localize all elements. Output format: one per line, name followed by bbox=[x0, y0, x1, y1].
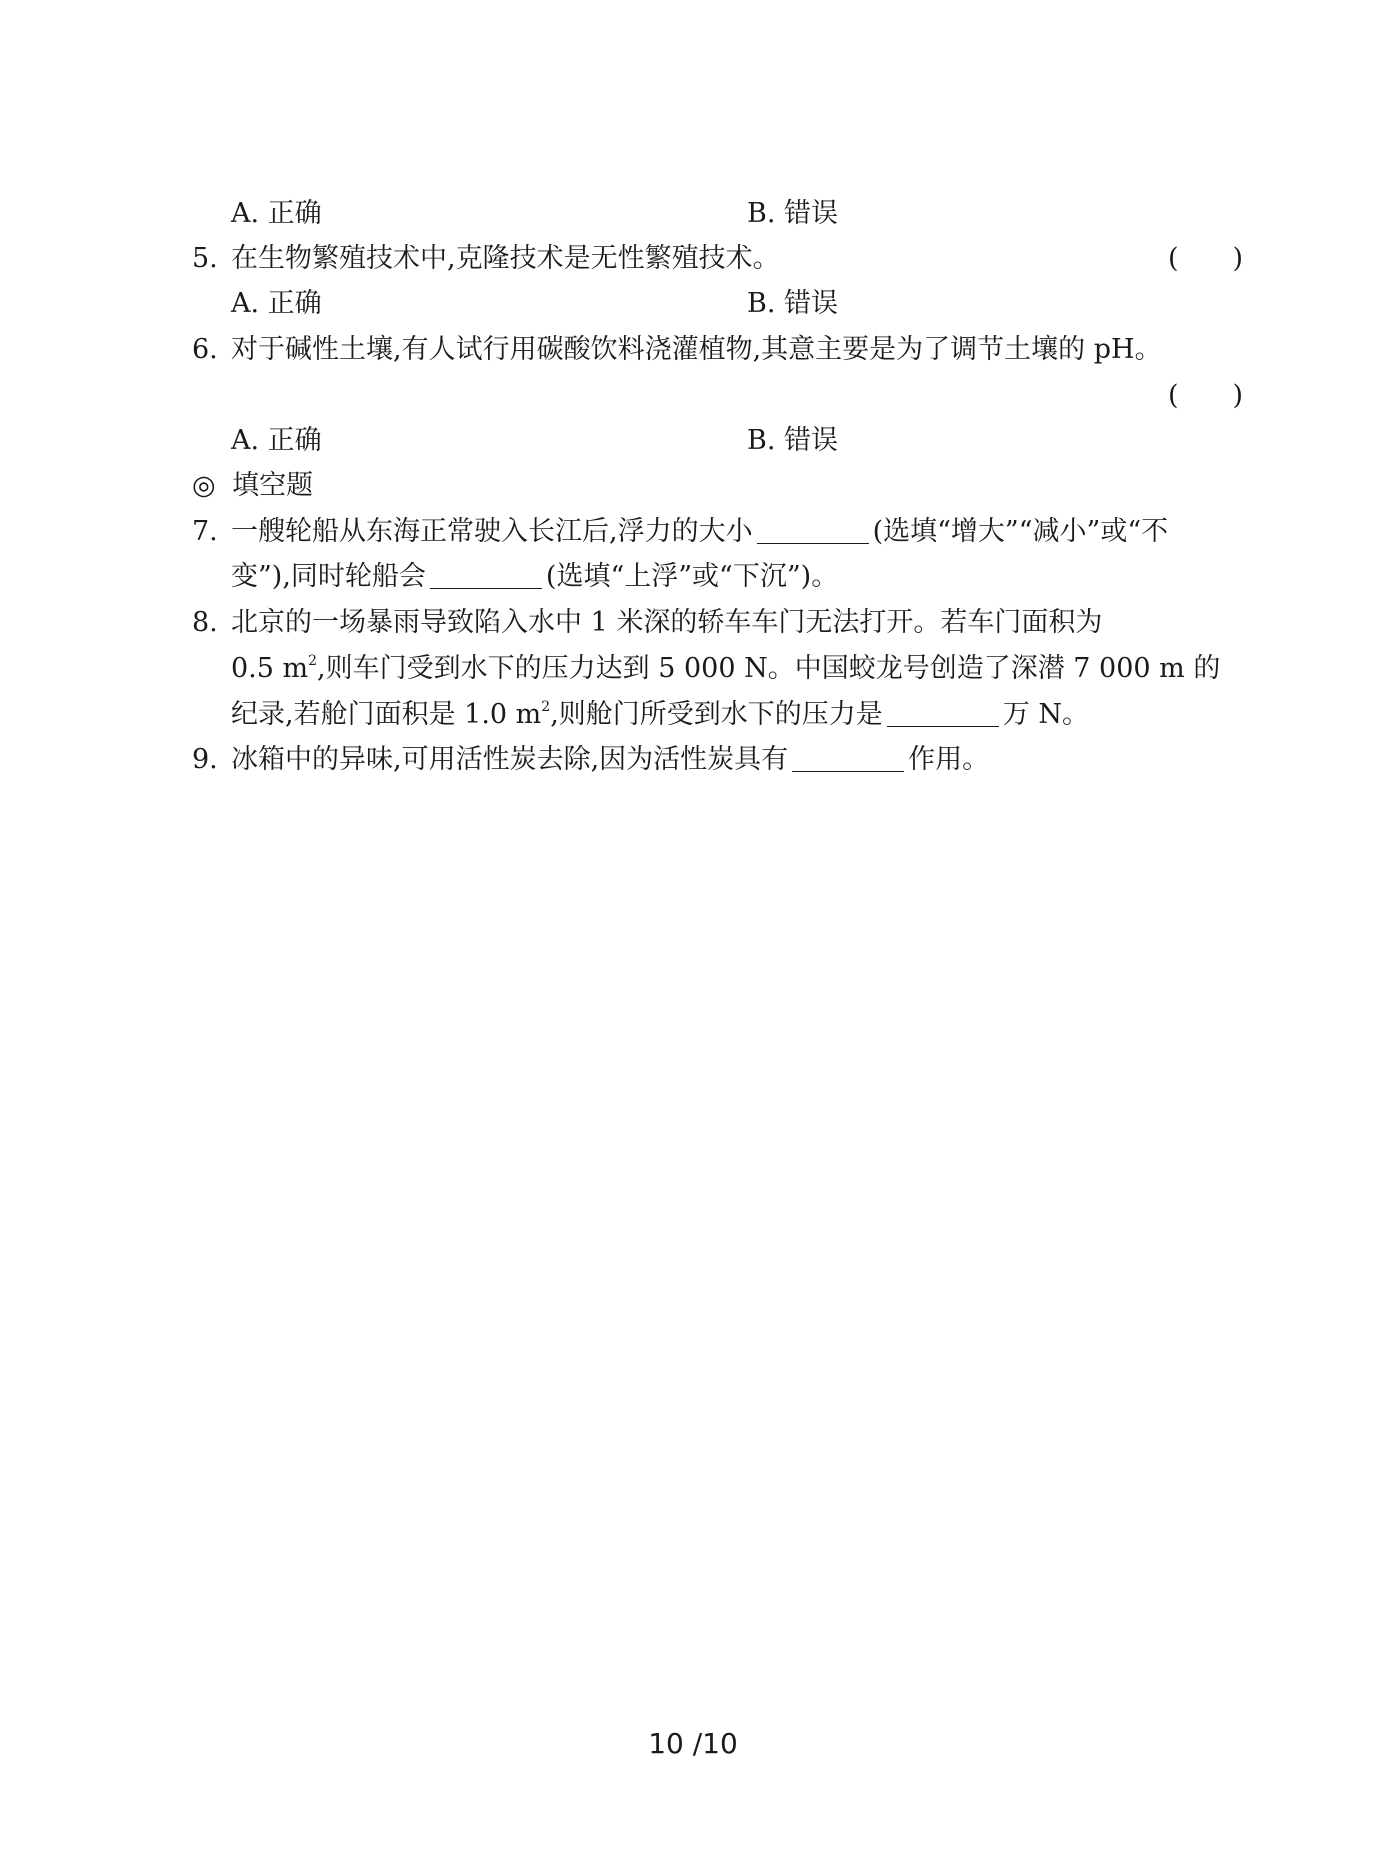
question-9-text: 冰箱中的异味,可用活性炭去除,因为活性炭具有 作用。 bbox=[231, 744, 990, 775]
question-8-number: 8. bbox=[192, 607, 218, 638]
question-5-answer-paren: ( ) bbox=[1168, 243, 1244, 274]
question-6-answer-paren: ( ) bbox=[1168, 380, 1244, 411]
question-5-text: 在生物繁殖技术中,克隆技术是无性繁殖技术。 bbox=[231, 243, 780, 274]
question-7-line-1: 一艘轮船从东海正常驶入长江后,浮力的大小 (选填“增大”“减小”或“不 bbox=[231, 516, 1169, 547]
answer-blank[interactable] bbox=[887, 702, 999, 727]
question-9-number: 9. bbox=[192, 744, 218, 775]
answer-blank[interactable] bbox=[792, 747, 904, 772]
section-header bbox=[192, 472, 313, 499]
prev-option-a: A. 正确 bbox=[231, 198, 322, 229]
answer-blank[interactable] bbox=[757, 519, 869, 544]
answer-blank[interactable] bbox=[430, 564, 542, 589]
prev-option-b: B. 错误 bbox=[747, 198, 839, 229]
section-title: 填空题 bbox=[232, 470, 314, 501]
question-8-line-2: 0.5 $m^2$,则车门受到水下的压力达到 5 000 N。中国蛟龙号创造了深潜 7 000 m 的 bbox=[231, 653, 1221, 684]
question-8-line-1: 北京的一场暴雨导致陷入水中 1 米深的轿车车门无法打开。若车门面积为 bbox=[231, 607, 1103, 638]
question-7-number: 7. bbox=[192, 516, 218, 547]
question-5-option-b: B. 错误 bbox=[747, 288, 839, 319]
question-6-option-a: A. 正确 bbox=[231, 425, 322, 456]
question-6-number: 6. bbox=[192, 334, 218, 365]
question-6-text: 对于碱性土壤,有人试行用碳酸饮料浇灌植物,其意主要是为了调节土壤的 pH。 bbox=[231, 334, 1162, 365]
section-mark-icon: ◎ bbox=[192, 470, 216, 501]
question-6-option-b: B. 错误 bbox=[747, 425, 839, 456]
question-5-option-a: A. 正确 bbox=[231, 288, 322, 319]
page-number: 10 /10 bbox=[648, 1727, 738, 1760]
question-8-line-3: 纪录,若舱门面积是 1.0 $m^2$,则舱门所受到水下的压力是 万 N。 bbox=[231, 699, 1090, 730]
question-7-line-2: 变”),同时轮船会 (选填“上浮”或“下沉”)。 bbox=[231, 561, 839, 592]
question-5-number: 5. bbox=[192, 243, 218, 274]
